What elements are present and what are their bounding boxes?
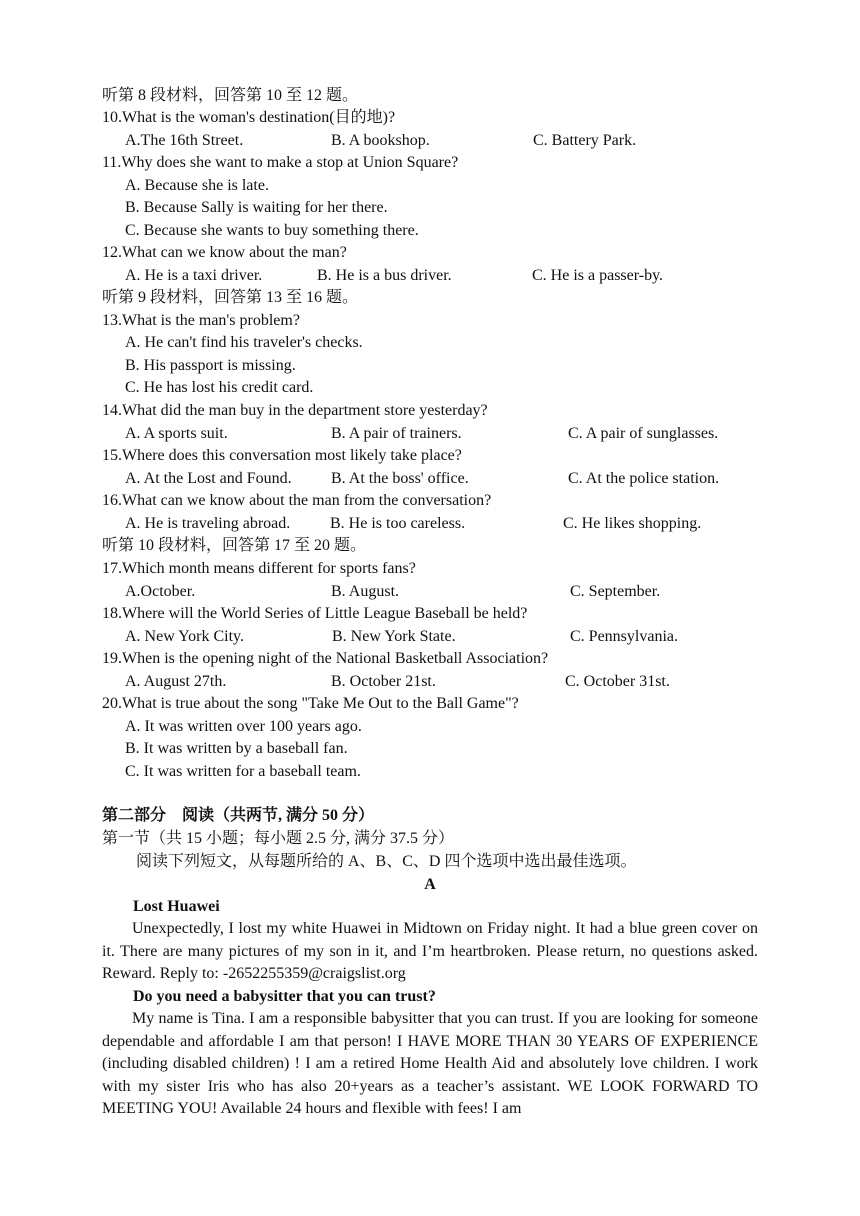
question-15: 15.Where does this conversation most likely take place? (102, 447, 462, 464)
q12-option-a: A. He is a taxi driver. (125, 267, 263, 284)
q17-option-c: C. September. (570, 583, 661, 600)
q20-option-b: B. It was written by a baseball fan. (125, 740, 348, 757)
q16-option-c: C. He likes shopping. (563, 515, 702, 532)
ad2-title: Do you need a babysitter that you can trust? (133, 988, 436, 1005)
question-14: 14.What did the man buy in the department store yesterday? (102, 402, 488, 419)
q19-option-b: B. October 21st. (331, 673, 436, 690)
q13-option-c: C. He has lost his credit card. (125, 379, 314, 396)
q18-option-a: A. New York City. (125, 628, 244, 645)
q10-option-a: A.The 16th Street. (125, 132, 244, 149)
q14-option-c: C. A pair of sunglasses. (568, 425, 719, 442)
ad2-body (102, 1008, 758, 1121)
ad1-body-text: Unexpectedly, I lost my white Huawei in Midtown on Friday night. It had a blue green cover on it. There are many pictures of my son in it, and I’m heartbroken. Please return, no questions asked. Reward. Reply to: -2652255359@craigslist.org (102, 920, 758, 983)
q14-option-a: A. A sports suit. (125, 425, 228, 442)
section-8-instruction: 听第 8 段材料，回答第 10 至 12 题。 (102, 87, 359, 104)
q19-option-c: C. October 31st. (565, 673, 670, 690)
part2-section1: 第一节（共 15 小题；每小题 2.5 分, 满分 37.5 分） (102, 830, 455, 847)
q10-option-b: B. A bookshop. (331, 132, 430, 149)
question-16: 16.What can we know about the man from the conversation? (102, 492, 492, 509)
part2-heading: 第二部分 阅读（共两节, 满分 50 分） (102, 807, 375, 824)
q12-option-c: C. He is a passer-by. (532, 267, 664, 284)
q11-option-c: C. Because she wants to buy something there. (125, 222, 419, 239)
q17-option-b: B. August. (331, 583, 400, 600)
q19-option-a: A. August 27th. (125, 673, 227, 690)
q12-option-b: B. He is a bus driver. (317, 267, 452, 284)
part2-instruction: 阅读下列短文，从每题所给的 A、B、C、D 四个选项中选出最佳选项。 (136, 853, 637, 870)
q18-option-b: B. New York State. (332, 628, 456, 645)
section-10-instruction: 听第 10 段材料，回答第 17 至 20 题。 (102, 537, 367, 554)
q11-option-b: B. Because Sally is waiting for her there. (125, 199, 388, 216)
q13-option-b: B. His passport is missing. (125, 357, 296, 374)
ad1-body (102, 918, 758, 986)
q15-option-b: B. At the boss' office. (331, 470, 469, 487)
q10-option-c: C. Battery Park. (533, 132, 637, 149)
q20-option-a: A. It was written over 100 years ago. (125, 718, 362, 735)
q15-option-c: C. At the police station. (568, 470, 720, 487)
q17-option-a: A.October. (125, 583, 196, 600)
question-13: 13.What is the man's problem? (102, 312, 300, 329)
passage-letter: A (424, 876, 436, 893)
q20-option-c: C. It was written for a baseball team. (125, 763, 361, 780)
q14-option-b: B. A pair of trainers. (331, 425, 462, 442)
question-18: 18.Where will the World Series of Little League Baseball be held? (102, 605, 528, 622)
ad2-body-text: My name is Tina. I am a responsible babysitter that you can trust. If you are looking for someone dependable and affordable I am that person! I HAVE MORE THAN 30 YEARS OF EXPERIENCE (including disabled children) ! I am a retired Home Health Aid and absolutely love children. I work with my sister Iris who has also 20+years as a teacher’s assistant. WE LOOK FORWARD TO MEETING YOU! Available 24 hours and flexible with fees! I am (102, 1010, 758, 1118)
question-11: 11.Why does she want to make a stop at Union Square? (102, 154, 459, 171)
q18-option-c: C. Pennsylvania. (570, 628, 678, 645)
q13-option-a: A. He can't find his traveler's checks. (125, 334, 363, 351)
section-9-instruction: 听第 9 段材料，回答第 13 至 16 题。 (102, 289, 359, 306)
question-10: 10.What is the woman's destination(目的地)? (102, 109, 396, 126)
ad1-title: Lost Huawei (133, 898, 220, 915)
q15-option-a: A. At the Lost and Found. (125, 470, 292, 487)
q16-option-b: B. He is too careless. (330, 515, 466, 532)
q11-option-a: A. Because she is late. (125, 177, 269, 194)
question-12: 12.What can we know about the man? (102, 244, 347, 261)
question-19: 19.When is the opening night of the National Basketball Association? (102, 650, 549, 667)
q16-option-a: A. He is traveling abroad. (125, 515, 291, 532)
question-20: 20.What is true about the song "Take Me Out to the Ball Game"? (102, 695, 519, 712)
question-17: 17.Which month means different for sports fans? (102, 560, 416, 577)
